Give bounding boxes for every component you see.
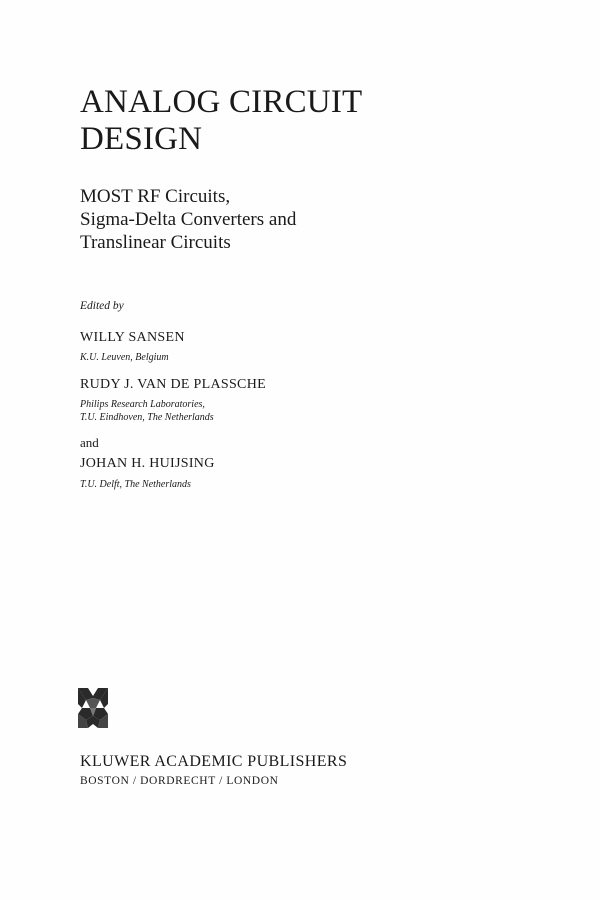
book-subtitle-line-1: MOST RF Circuits, <box>80 186 231 207</box>
editor-affiliation-1 <box>80 351 169 364</box>
editor-name-1: WILLY SANSEN <box>80 330 185 345</box>
publisher-cities: BOSTON / DORDRECHT / LONDON <box>80 775 279 787</box>
book-title-line-2: DESIGN <box>80 121 203 157</box>
book-subtitle-line-2: Sigma-Delta Converters and <box>80 209 297 230</box>
editor-affiliation-3 <box>80 478 191 491</box>
editor-affiliation-2-line-1: Philips Research Laboratories, <box>80 399 205 410</box>
book-title-line-1: ANALOG CIRCUIT <box>80 84 363 120</box>
editor-affiliation-2 <box>80 398 214 424</box>
editor-affiliation-1-line-1: K.U. Leuven, Belgium <box>80 352 169 363</box>
editor-affiliation-2-line-2: T.U. Eindhoven, The Netherlands <box>80 412 214 423</box>
book-subtitle-line-3: Translinear Circuits <box>80 232 231 253</box>
book-subtitle <box>80 185 296 254</box>
publisher-name: KLUWER ACADEMIC PUBLISHERS <box>80 753 348 770</box>
edited-by-label: Edited by <box>80 300 124 312</box>
and-conjunction: and <box>80 435 99 450</box>
editor-name-2: RUDY J. VAN DE PLASSCHE <box>80 377 266 392</box>
editor-name-3: JOHAN H. HUIJSING <box>80 456 215 471</box>
book-title <box>80 84 362 158</box>
publisher-logo-icon <box>76 686 110 730</box>
editor-affiliation-3-line-1: T.U. Delft, The Netherlands <box>80 479 191 490</box>
